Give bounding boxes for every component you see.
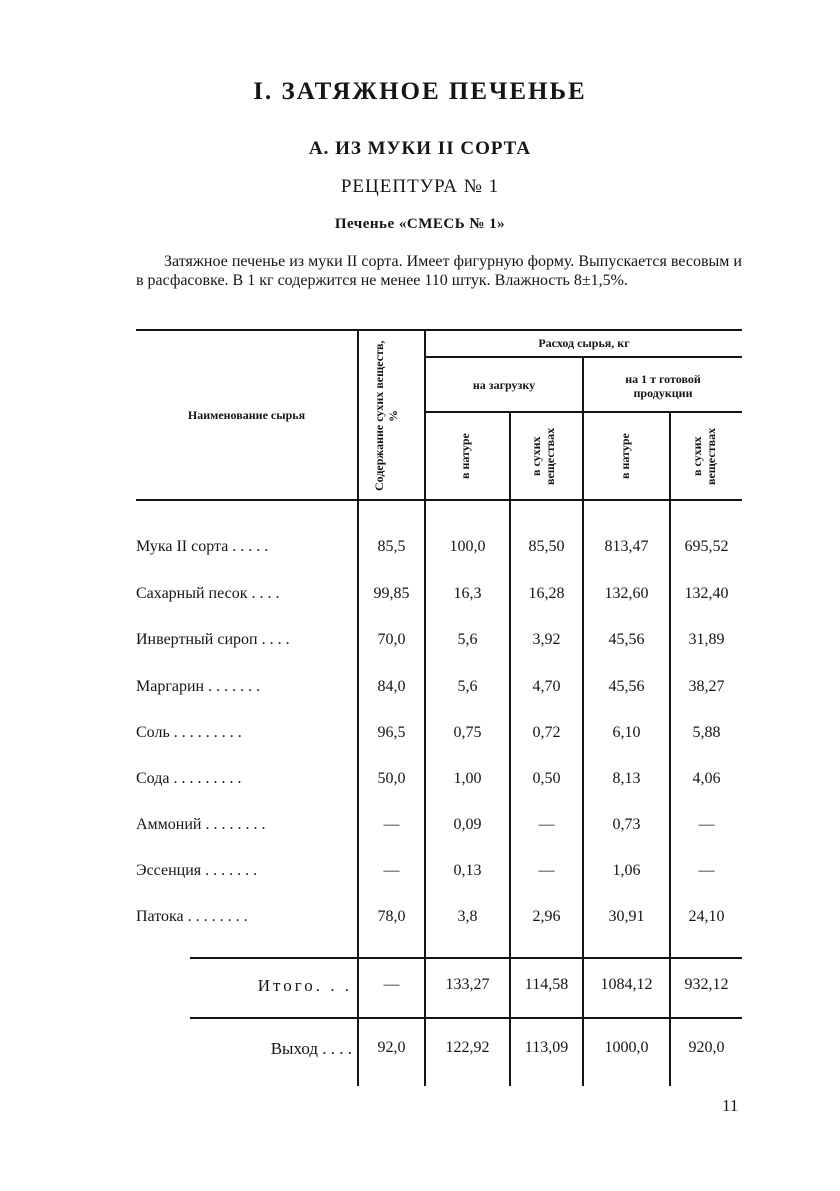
header-consumption: Расход сырья, кг [538, 336, 630, 350]
table-row-name: Маргарин . . . . . . . [136, 678, 261, 695]
recipe-title: РЕЦЕПТУРА № 1 [340, 176, 500, 197]
table-row-name: Сахарный песок . . . . [136, 585, 280, 602]
table-cell-ton-kind: 0,73 [612, 816, 641, 833]
table-cell-load-dry: 0,50 [532, 770, 561, 787]
table-cell-ton-dry: 132,40 [684, 585, 729, 602]
header-per-ton: на 1 т готовой продукции [625, 372, 701, 400]
table-cell-ton-dry: 31,89 [688, 631, 725, 648]
table-cell-dry: 84,0 [377, 678, 406, 695]
table-row-name: Патока . . . . . . . . [136, 908, 248, 925]
total-top-rule [190, 957, 742, 959]
table-row-name: Эссенция . . . . . . . [136, 862, 258, 879]
header-bottom-rule [136, 499, 742, 501]
table-cell-load-kind: 0,09 [453, 816, 482, 833]
table-cell-dry: 70,0 [377, 631, 406, 648]
table-cell-dry: 50,0 [377, 770, 406, 787]
table-cell-load-kind: 3,8 [457, 908, 478, 925]
table-cell-ton-kind: 30,91 [608, 908, 645, 925]
table-cell-load-dry: 0,72 [532, 724, 561, 741]
table-cell-ton-dry: 38,27 [688, 678, 725, 695]
table-row-name: Инвертный сироп . . . . [136, 631, 290, 648]
table-cell-load-kind: 0,13 [453, 862, 482, 879]
table-cell-ton-dry: 24,10 [688, 908, 725, 925]
table-cell-load-kind: 1,00 [453, 770, 482, 787]
table-cell-load-dry: 16,28 [528, 585, 565, 602]
table-cell-load-dry: — [538, 816, 555, 833]
table-cell-ton-kind: 132,60 [604, 585, 649, 602]
total-cell-dry: — [383, 976, 400, 993]
table-row-name: Аммоний . . . . . . . . [136, 816, 266, 833]
output-cell-ton-kind: 1000,0 [604, 1039, 649, 1056]
subsection-title: А. ИЗ МУКИ II СОРТА [308, 138, 532, 159]
total-label: Итого. . . [257, 976, 352, 995]
table-cell-load-dry: 2,96 [532, 908, 561, 925]
table-cell-ton-kind: 45,56 [608, 678, 645, 695]
section-title: I. ЗАТЯЖНОЕ ПЕЧЕНЬЕ [253, 78, 587, 105]
output-label: Выход . . . . [270, 1039, 352, 1058]
total-cell-load-kind: 133,27 [445, 976, 490, 993]
table-cell-ton-dry: 695,52 [684, 538, 729, 555]
output-top-rule [190, 1017, 742, 1019]
header-per-load: на загрузку [472, 378, 536, 392]
header-load-in-dry: в сухих веществах [529, 427, 557, 485]
header-ton-in-dry: в сухих веществах [690, 427, 718, 485]
header-ton-in-kind: в натуре [618, 433, 632, 479]
table-cell-load-kind: 0,75 [453, 724, 482, 741]
table-cell-ton-dry: 4,06 [692, 770, 721, 787]
product-title: Печенье «СМЕСЬ № 1» [334, 216, 506, 232]
table-cell-ton-kind: 45,56 [608, 631, 645, 648]
table-cell-dry: 96,5 [377, 724, 406, 741]
output-cell-load-dry: 113,09 [524, 1039, 569, 1056]
table-cell-ton-kind: 1,06 [612, 862, 641, 879]
table-cell-dry: 78,0 [377, 908, 406, 925]
description-paragraph [136, 252, 742, 290]
output-cell-ton-dry: 920,0 [688, 1039, 725, 1056]
table-row-name: Соль . . . . . . . . . [136, 724, 242, 741]
description-text: Затяжное печенье из муки II сорта. Имеет фигурную форму. Выпускается весовым и в расфасовке. В 1 кг содержится не менее 110 штук. Влажность 8±1,5%. [136, 253, 742, 289]
table-cell-load-dry: — [538, 862, 555, 879]
table-cell-load-kind: 5,6 [457, 631, 478, 648]
table-row-name: Мука II сорта . . . . . [136, 538, 269, 555]
total-cell-ton-dry: 932,12 [684, 976, 729, 993]
table-cell-dry: — [383, 862, 400, 879]
table-row-name: Сода . . . . . . . . . [136, 770, 242, 787]
header-load-in-kind: в натуре [458, 433, 472, 479]
header-name: Наименование сырья [187, 408, 306, 422]
total-cell-ton-kind: 1084,12 [600, 976, 653, 993]
table-cell-load-dry: 85,50 [528, 538, 565, 555]
table-cell-ton-dry: — [698, 816, 715, 833]
table-cell-dry: — [383, 816, 400, 833]
table-cell-load-kind: 100,0 [449, 538, 486, 555]
header-dry-content: Содержание сухих веществ, % [372, 340, 400, 492]
col-divider-1 [357, 331, 359, 1086]
table-cell-ton-dry: — [698, 862, 715, 879]
col-divider-2 [424, 331, 426, 1086]
total-cell-load-dry: 114,58 [524, 976, 569, 993]
table-cell-load-kind: 16,3 [453, 585, 482, 602]
table-cell-dry: 99,85 [373, 585, 410, 602]
table-top-rule [136, 329, 742, 331]
page-number: 11 [722, 1096, 739, 1115]
table-cell-ton-dry: 5,88 [692, 724, 721, 741]
table-cell-load-dry: 3,92 [532, 631, 561, 648]
output-cell-dry: 92,0 [377, 1039, 406, 1056]
table-cell-ton-kind: 8,13 [612, 770, 641, 787]
table-cell-ton-kind: 6,10 [612, 724, 641, 741]
table-cell-ton-kind: 813,47 [604, 538, 649, 555]
table-cell-load-kind: 5,6 [457, 678, 478, 695]
output-cell-load-kind: 122,92 [445, 1039, 490, 1056]
table-cell-dry: 85,5 [377, 538, 406, 555]
table-cell-load-dry: 4,70 [532, 678, 561, 695]
